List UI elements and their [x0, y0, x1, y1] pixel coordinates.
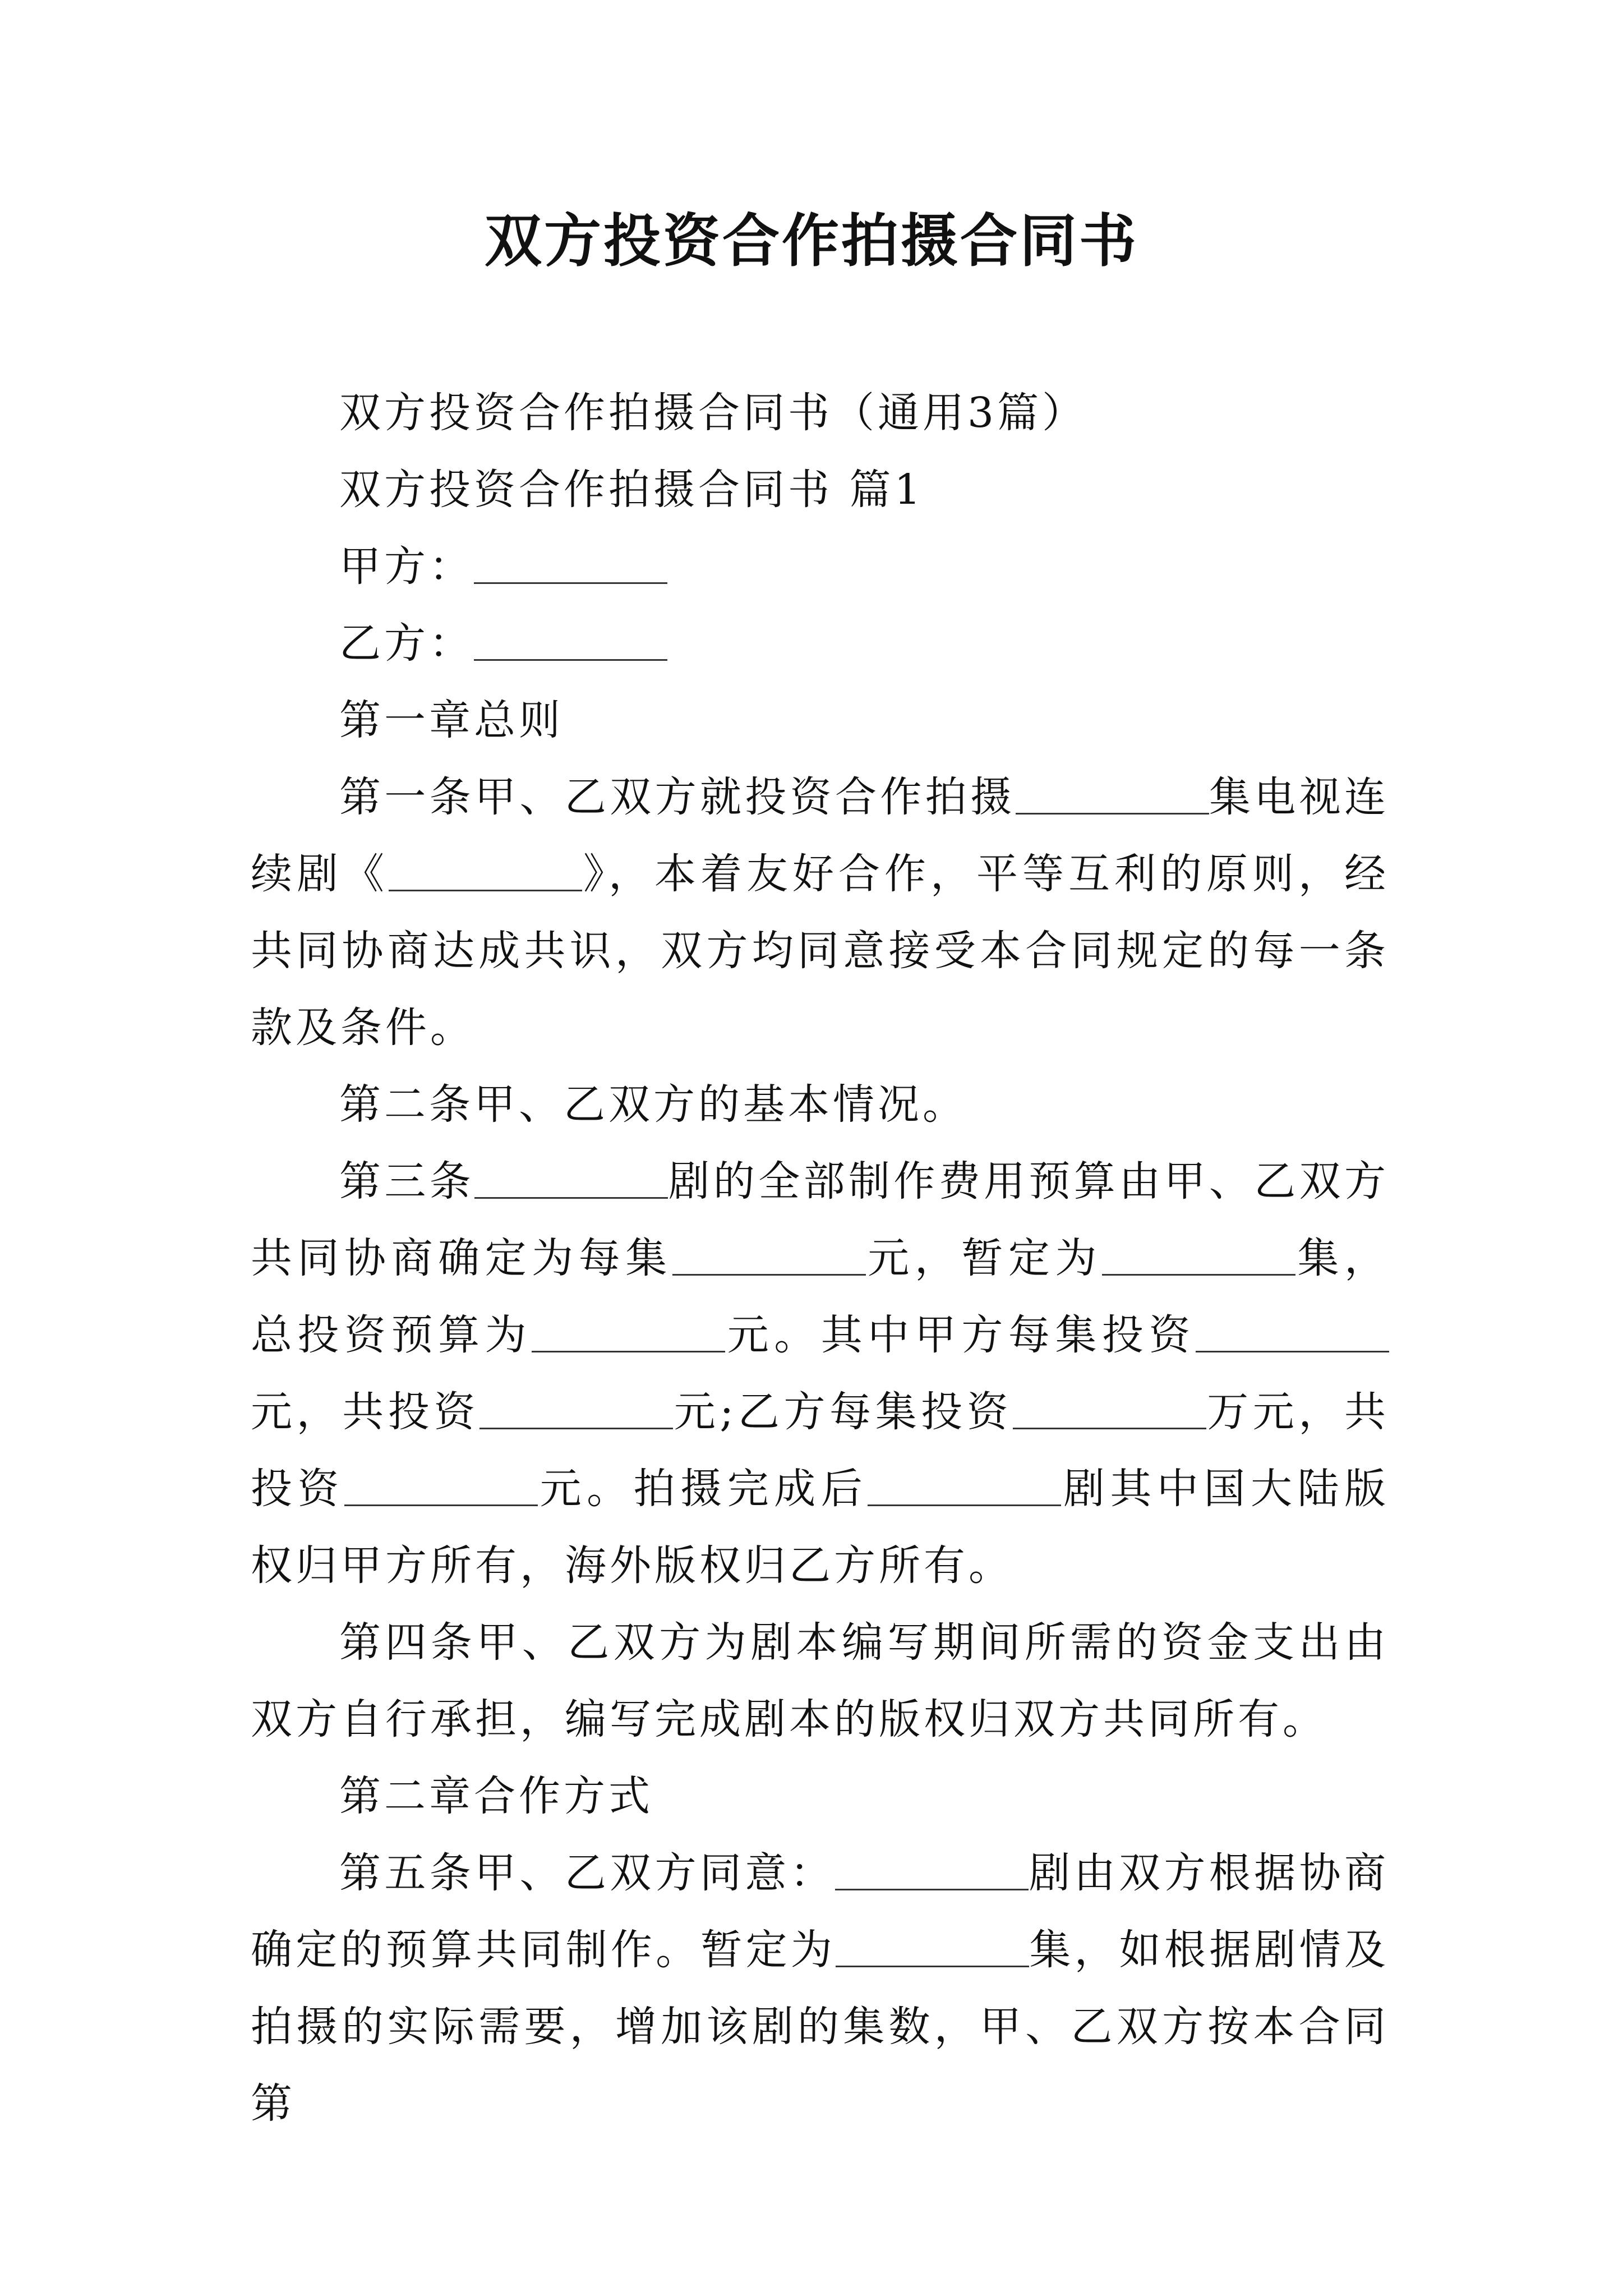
chapter-1-heading: 第一章总则 [339, 696, 564, 744]
article-3 [251, 1143, 1389, 1604]
party-b-label: 乙方： [339, 619, 474, 668]
fill-blank [479, 1427, 673, 1429]
party-a-label: 甲方： [339, 542, 474, 591]
article-3-text: 万元，共投资 [251, 1388, 1390, 1513]
party-a-blank [474, 582, 667, 584]
article-1-text: 》，本着友好合作，平等互利的原则，经共同协商达成共识，双方均同意接受本合同规定的每一条款及条件。 [251, 850, 1389, 1052]
fill-blank [474, 1197, 668, 1199]
article-3-text: 剧其中国大陆版权归甲方所有，海外版权归乙方所有。 [251, 1465, 1390, 1590]
party-b-blank [474, 659, 667, 661]
fill-blank [836, 1965, 1029, 1967]
fill-blank [1013, 1427, 1206, 1429]
section-heading: 双方投资合作拍摄合同书 篇1 [339, 466, 924, 514]
article-5-text: 集，如根据剧情及拍摄的实际需要，增加该剧的集数，甲、乙双方按本合同第 [251, 1926, 1389, 2128]
article-3-text: 元;乙方每集投资 [673, 1388, 1013, 1436]
fill-blank [835, 1888, 1029, 1890]
article-5-text: 第五条甲、乙双方同意： [339, 1849, 836, 1897]
article-5-text: 剧由双方根据协商确定的预算共同制作。暂定为 [251, 1849, 1390, 1974]
document-subtitle: 双方投资合作拍摄合同书（通用3篇） [339, 389, 1087, 437]
article-2: 第二条甲、乙双方的基本情况。 [339, 1080, 967, 1129]
party-b-line [251, 605, 1389, 682]
article-3-text: 第三条 [339, 1157, 475, 1205]
document-title: 双方投资合作拍摄合同书 [485, 208, 1138, 275]
fill-blank [1102, 1273, 1295, 1276]
article-3-text: 元，暂定为 [865, 1234, 1102, 1282]
fill-blank [672, 1273, 866, 1276]
article-3-text: 剧的全部制作费用预算由甲、乙双方共同协商确定为每集 [251, 1157, 1390, 1282]
party-a-line [251, 528, 1389, 605]
fill-blank [389, 889, 582, 891]
article-4: 第四条甲、乙双方为剧本编写期间所需的资金支出由双方自行承担，编写完成剧本的版权归双方共同所有。 [251, 1618, 1389, 1743]
article-1 [251, 759, 1389, 1066]
chapter-2-heading: 第二章合作方式 [339, 1772, 653, 1820]
article-3-text: 元。拍摄完成后 [538, 1465, 868, 1513]
article-1-text: 集电视连续剧《 [251, 773, 1390, 898]
document-body [251, 375, 1389, 2142]
fill-blank [868, 1504, 1061, 1506]
article-3-text: 元，共投资 [251, 1388, 480, 1436]
article-3-text: 集，总投资预算为 [251, 1234, 1390, 1359]
fill-blank [1196, 1350, 1389, 1352]
article-5 [251, 1835, 1389, 2142]
fill-blank [532, 1350, 725, 1352]
article-3-text: 元。其中甲方每集投资 [725, 1311, 1196, 1359]
fill-blank [344, 1504, 538, 1506]
fill-blank [1016, 812, 1209, 815]
article-1-text: 第一条甲、乙双方就投资合作拍摄 [339, 773, 1016, 821]
